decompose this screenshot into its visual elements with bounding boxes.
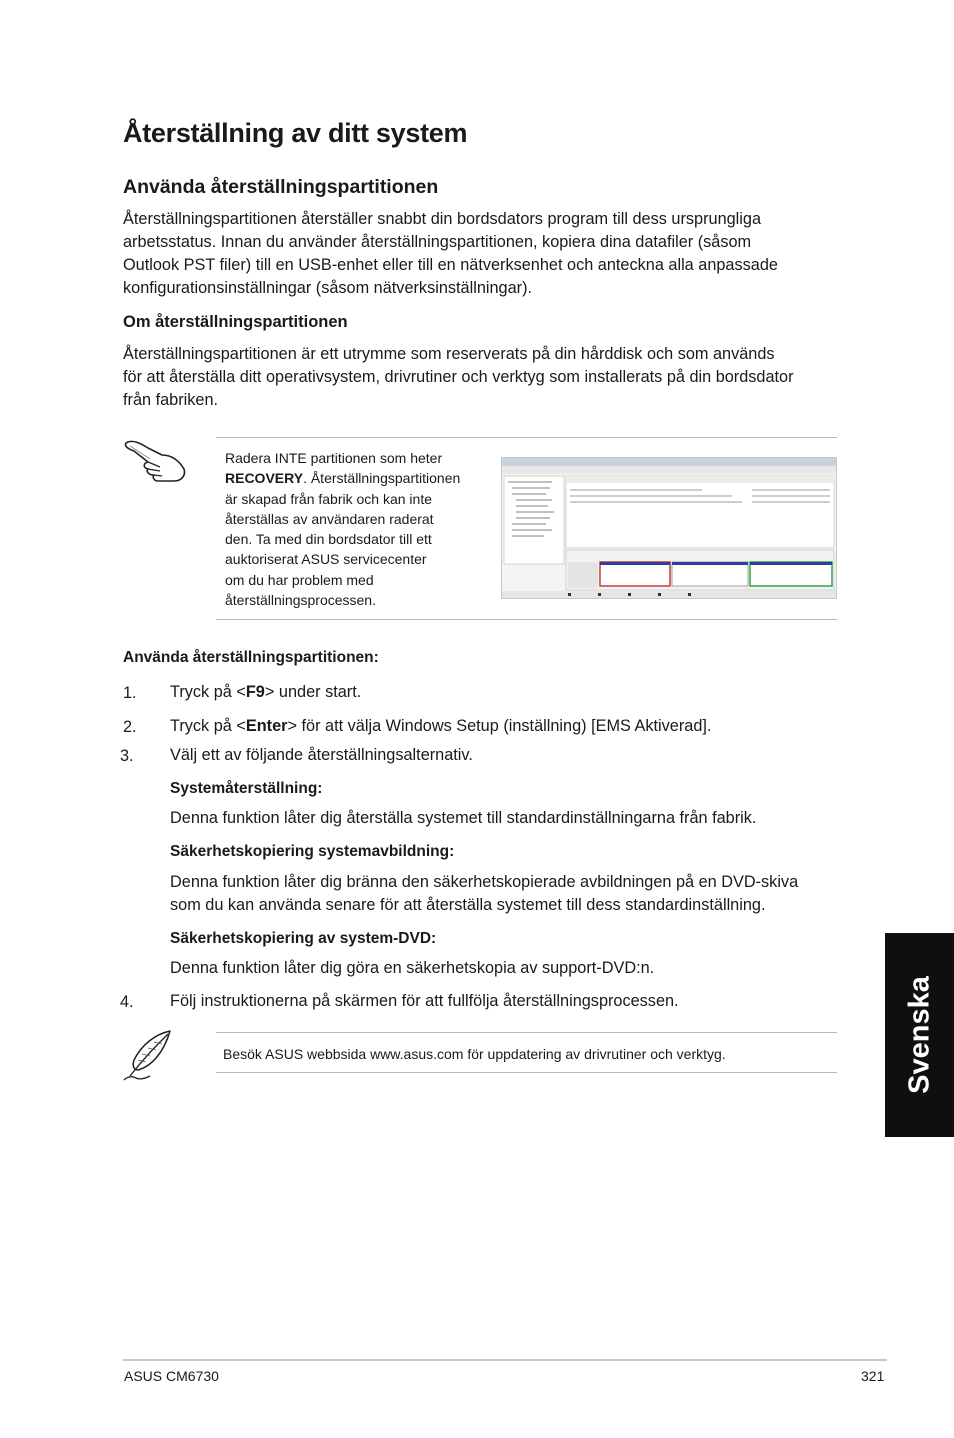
option-title: Säkerhetskopiering av system-DVD: <box>170 930 437 947</box>
option-line: Denna funktion låter dig bränna den säkerhetskopierade avbildningen på en DVD-skiva <box>170 873 799 891</box>
about-paragraph <box>123 343 848 412</box>
option-description <box>170 871 850 917</box>
step-number: 3. <box>120 747 134 765</box>
intro-line: Outlook PST filer) till en USB-enhet eller till en nätverksenhet och anteckna alla anpassade <box>123 256 778 274</box>
step-number: 2. <box>123 718 137 736</box>
step-1-pre: Tryck på < <box>170 683 246 701</box>
step-number: 4. <box>120 993 134 1011</box>
option-line: som du kan använda senare för att återställa systemet till dess standardinställning. <box>170 896 766 914</box>
warning-line: återställas av användaren raderat <box>225 510 434 527</box>
page-number: 321 <box>861 1368 885 1384</box>
section-title: Använda återställningspartitionen <box>123 176 439 198</box>
option-title: Säkerhetskopiering systemavbildning: <box>170 843 455 860</box>
pointing-hand-icon <box>124 437 188 485</box>
tip-bottom-rule <box>216 1072 837 1073</box>
step-2-pre: Tryck på < <box>170 717 246 735</box>
option-description: Denna funktion låter dig göra en säkerhetskopia av support-DVD:n. <box>170 959 655 977</box>
disk-management-illustration <box>502 458 836 598</box>
step-2-post: > för att välja Windows Setup (inställning) [EMS Aktiverad]. <box>287 717 712 735</box>
key-f9: F9 <box>245 683 265 701</box>
tip-text: Besök ASUS webbsida www.asus.com för uppdatering av drivrutiner och verktyg. <box>223 1046 726 1062</box>
procedure-title: Använda återställningspartitionen: <box>123 649 379 666</box>
warning-line: Radera INTE partitionen som heter <box>225 450 443 466</box>
step-4-text: Följ instruktionerna på skärmen för att fullfölja återställningsprocessen. <box>170 992 679 1010</box>
tip-top-rule <box>216 1032 837 1033</box>
about-line: från fabriken. <box>123 391 219 409</box>
step-3-text: Välj ett av följande återställningsalternativ. <box>170 746 473 764</box>
step-2-text <box>170 715 850 738</box>
disk-management-screenshot <box>501 457 837 599</box>
page-title: Återställning av ditt system <box>123 118 468 148</box>
warning-line-rest: . Återställningspartitionen <box>303 470 461 487</box>
language-side-tab <box>885 933 954 1137</box>
key-enter: Enter <box>245 717 288 735</box>
warning-line: om du har problem med <box>225 571 374 588</box>
about-line: för att återställa ditt operativsystem, drivrutiner och verktyg som installerats på din bordsdator <box>123 368 794 386</box>
warning-top-rule <box>216 437 837 438</box>
intro-line: Återställningspartitionen återställer snabbt din bordsdators program till dess ursprungliga <box>123 210 762 228</box>
feather-pen-icon <box>120 1028 176 1084</box>
side-tab-label: Svenska <box>903 976 935 1094</box>
footer-rule <box>123 1359 887 1361</box>
warning-bottom-rule <box>216 619 837 620</box>
step-1-post: > under start. <box>264 683 362 701</box>
step-number: 1. <box>123 684 137 702</box>
warning-text <box>225 448 490 610</box>
about-title: Om återställningspartitionen <box>123 313 348 331</box>
option-title: Systemåterställning: <box>170 780 323 797</box>
recovery-label: RECOVERY <box>225 470 304 487</box>
footer-model: ASUS CM6730 <box>124 1368 219 1384</box>
option-description: Denna funktion låter dig återställa systemet till standardinställningarna från fabrik. <box>170 809 757 827</box>
warning-line: den. Ta med din bordsdator till ett <box>225 531 432 548</box>
step-1-text <box>170 681 850 704</box>
intro-line: konfigurationsinställningar (såsom nätverksinställningar). <box>123 279 533 297</box>
about-line: Återställningspartitionen är ett utrymme som reserverats på din hårddisk och som används <box>123 345 775 363</box>
warning-line: är skapad från fabrik och kan inte <box>225 490 433 507</box>
intro-line: arbetsstatus. Innan du använder återställningspartitionen, kopiera dina datafiler (såsom <box>123 233 752 251</box>
warning-line: återställningsprocessen. <box>225 592 376 609</box>
warning-line <box>225 468 490 488</box>
intro-paragraph <box>123 208 848 300</box>
warning-line: auktoriserat ASUS servicecenter <box>225 551 427 568</box>
